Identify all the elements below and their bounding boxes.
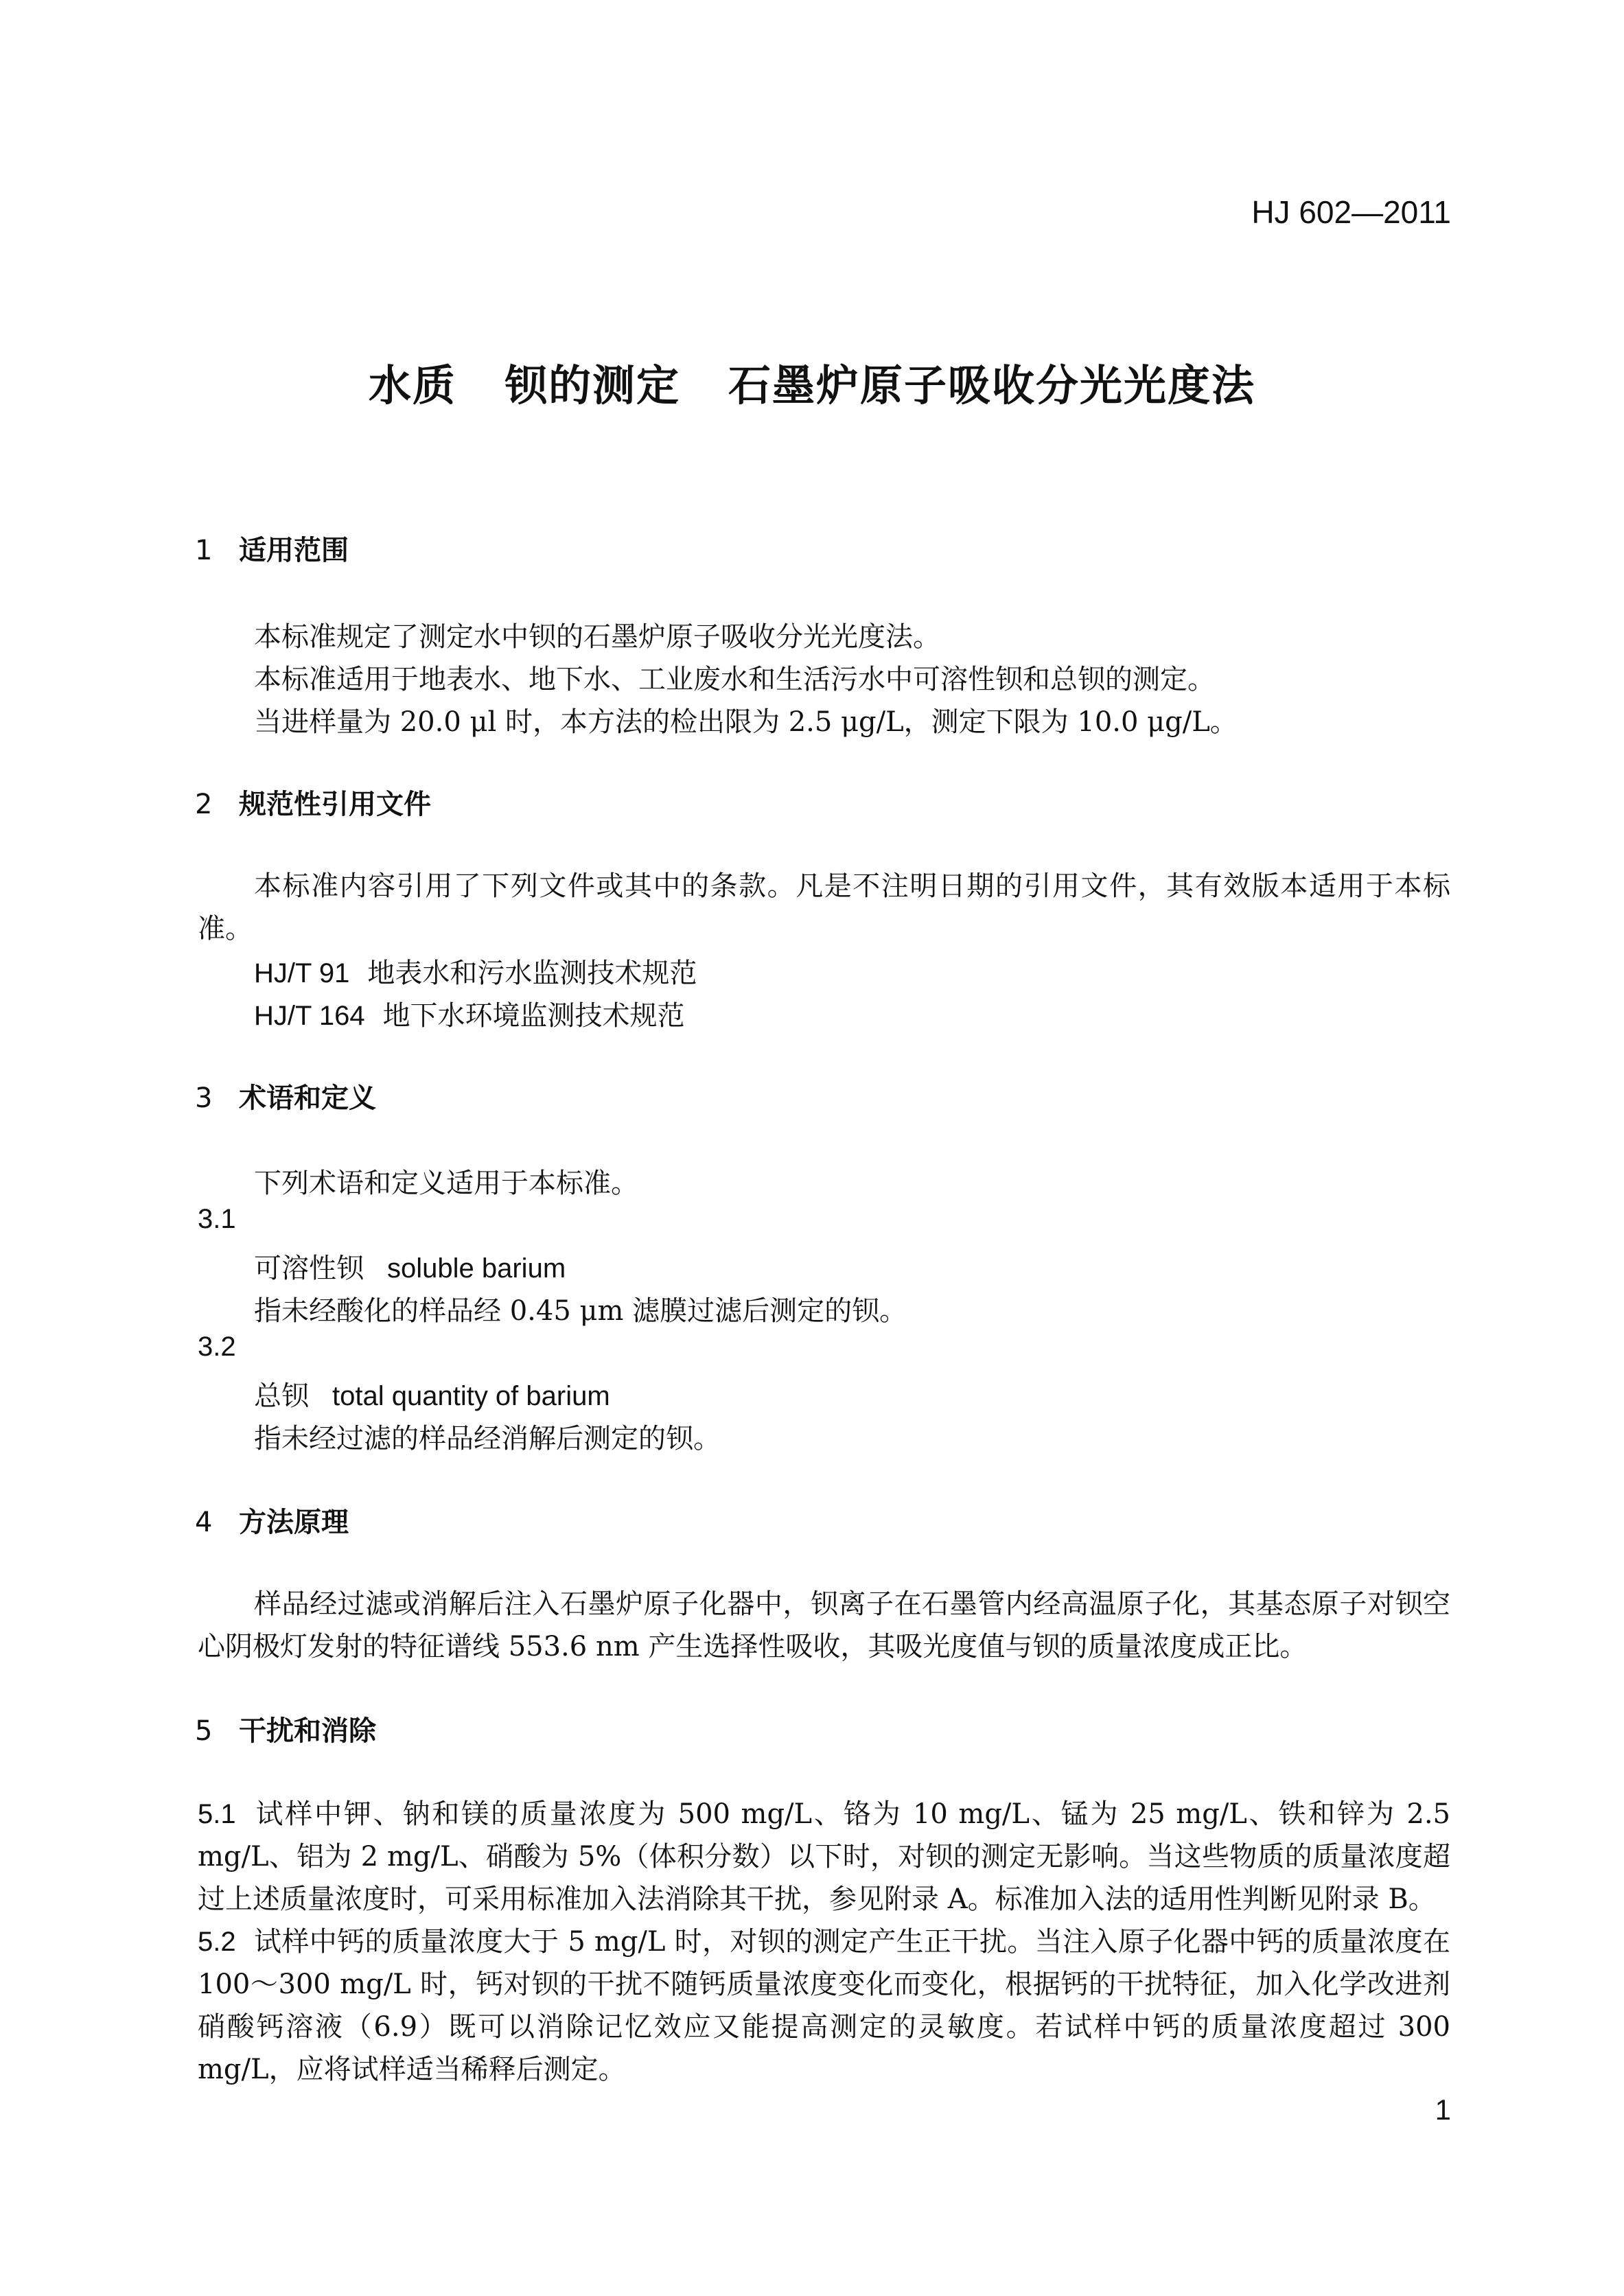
- clause-text: 试样中钾、钠和镁的质量浓度为 500 mg/L、铬为 10 mg/L、锰为 25 mg/L、铁和锌为 2.5 mg/L、铝为 2 mg/L、硝酸为 5%（体积分数）以下时，对钡的测定无影响。当这些物质的质量浓度超过上述质量浓度时，可采用标准加入法消除其干扰，参见附录 A。标准加入法的适用性判断见附录 B。: [198, 1798, 1450, 1915]
- section-1-heading: [195, 529, 349, 568]
- section-4-heading: [195, 1500, 349, 1540]
- s2-paragraph-1: 本标准内容引用了下列文件或其中的条款。凡是不注明日期的引用文件，其有效版本适用于本标准。: [198, 870, 1450, 944]
- term-number: 3.2: [198, 1332, 236, 1362]
- section-number: 2: [195, 789, 213, 820]
- s4-paragraph-1: 样品经过滤或消解后注入石墨炉原子化器中，钡离子在石墨管内经高温原子化，其基态原子对钡空心阴极灯发射的特征谱线 553.6 nm 产生选择性吸收，其吸光度值与钡的质量浓度成正比。: [198, 1588, 1450, 1662]
- reference-code: HJ/T 164: [254, 1001, 365, 1031]
- page-number: 1: [1435, 2094, 1451, 2126]
- term-english: soluble barium: [387, 1253, 566, 1284]
- section-number: 3: [195, 1082, 213, 1114]
- section-3-heading: [195, 1076, 376, 1115]
- standard-code: HJ 602—2011: [1251, 194, 1451, 230]
- title-part-3: 石墨炉原子吸收分光光度法: [728, 360, 1256, 410]
- term-chinese: 总钡: [254, 1380, 309, 1412]
- document-title: [0, 351, 1624, 413]
- normative-reference: [254, 951, 697, 990]
- clause-5-2: [198, 1921, 1450, 2091]
- section-title: 术语和定义: [239, 1082, 376, 1114]
- term-english: total quantity of barium: [332, 1381, 610, 1411]
- section-title: 适用范围: [239, 535, 349, 566]
- term-definition: 指未经酸化的样品经 0.45 μm 滤膜过滤后测定的钡。: [254, 1295, 907, 1327]
- section-number: 1: [195, 535, 213, 566]
- clause-number: 5.2: [198, 1927, 236, 1957]
- section-title: 方法原理: [239, 1507, 349, 1538]
- title-part-1: 水质: [368, 360, 456, 410]
- reference-code: HJ/T 91: [254, 958, 350, 988]
- section-number: 4: [195, 1507, 213, 1538]
- reference-title: 地下水环境监测技术规范: [382, 1000, 685, 1032]
- term-entry: [254, 1374, 610, 1413]
- s1-paragraph-2: 本标准适用于地表水、地下水、工业废水和生活污水中可溶性钡和总钡的测定。: [254, 664, 1215, 695]
- section-number: 5: [195, 1715, 213, 1747]
- term-number: 3.1: [198, 1204, 236, 1234]
- s1-paragraph-1: 本标准规定了测定水中钡的石墨炉原子吸收分光光度法。: [254, 621, 940, 653]
- title-part-2: 钡的测定: [504, 360, 680, 410]
- clause-text: 试样中钙的质量浓度大于 5 mg/L 时，对钡的测定产生正干扰。当注入原子化器中钙的质量浓度在 100～300 mg/L 时，钙对钡的干扰不随钙质量浓度变化而变化，根据钙的干扰特征，加入化学改进剂硝酸钙溶液（6.9）既可以消除记忆效应又能提高测定的灵敏度。若试样中钙的质量浓度超过 300 mg/L，应将试样适当稀释后测定。: [198, 1926, 1450, 2085]
- term-entry: [254, 1246, 566, 1286]
- term-definition: 指未经过滤的样品经消解后测定的钡。: [254, 1423, 721, 1454]
- term-chinese: 可溶性钡: [254, 1253, 364, 1284]
- s1-paragraph-3: 当进样量为 20.0 μl 时，本方法的检出限为 2.5 μg/L，测定下限为 10.0 μg/L。: [254, 706, 1238, 738]
- section-2-heading: [195, 782, 431, 822]
- reference-title: 地表水和污水监测技术规范: [367, 958, 697, 989]
- section-title: 规范性引用文件: [239, 789, 431, 820]
- clause-5-1: [198, 1793, 1450, 1921]
- section-5-heading: [195, 1709, 376, 1748]
- normative-reference: [254, 994, 685, 1033]
- s3-paragraph-1: 下列术语和定义适用于本标准。: [254, 1168, 638, 1199]
- clause-number: 5.1: [198, 1799, 236, 1829]
- section-title: 干扰和消除: [239, 1715, 376, 1747]
